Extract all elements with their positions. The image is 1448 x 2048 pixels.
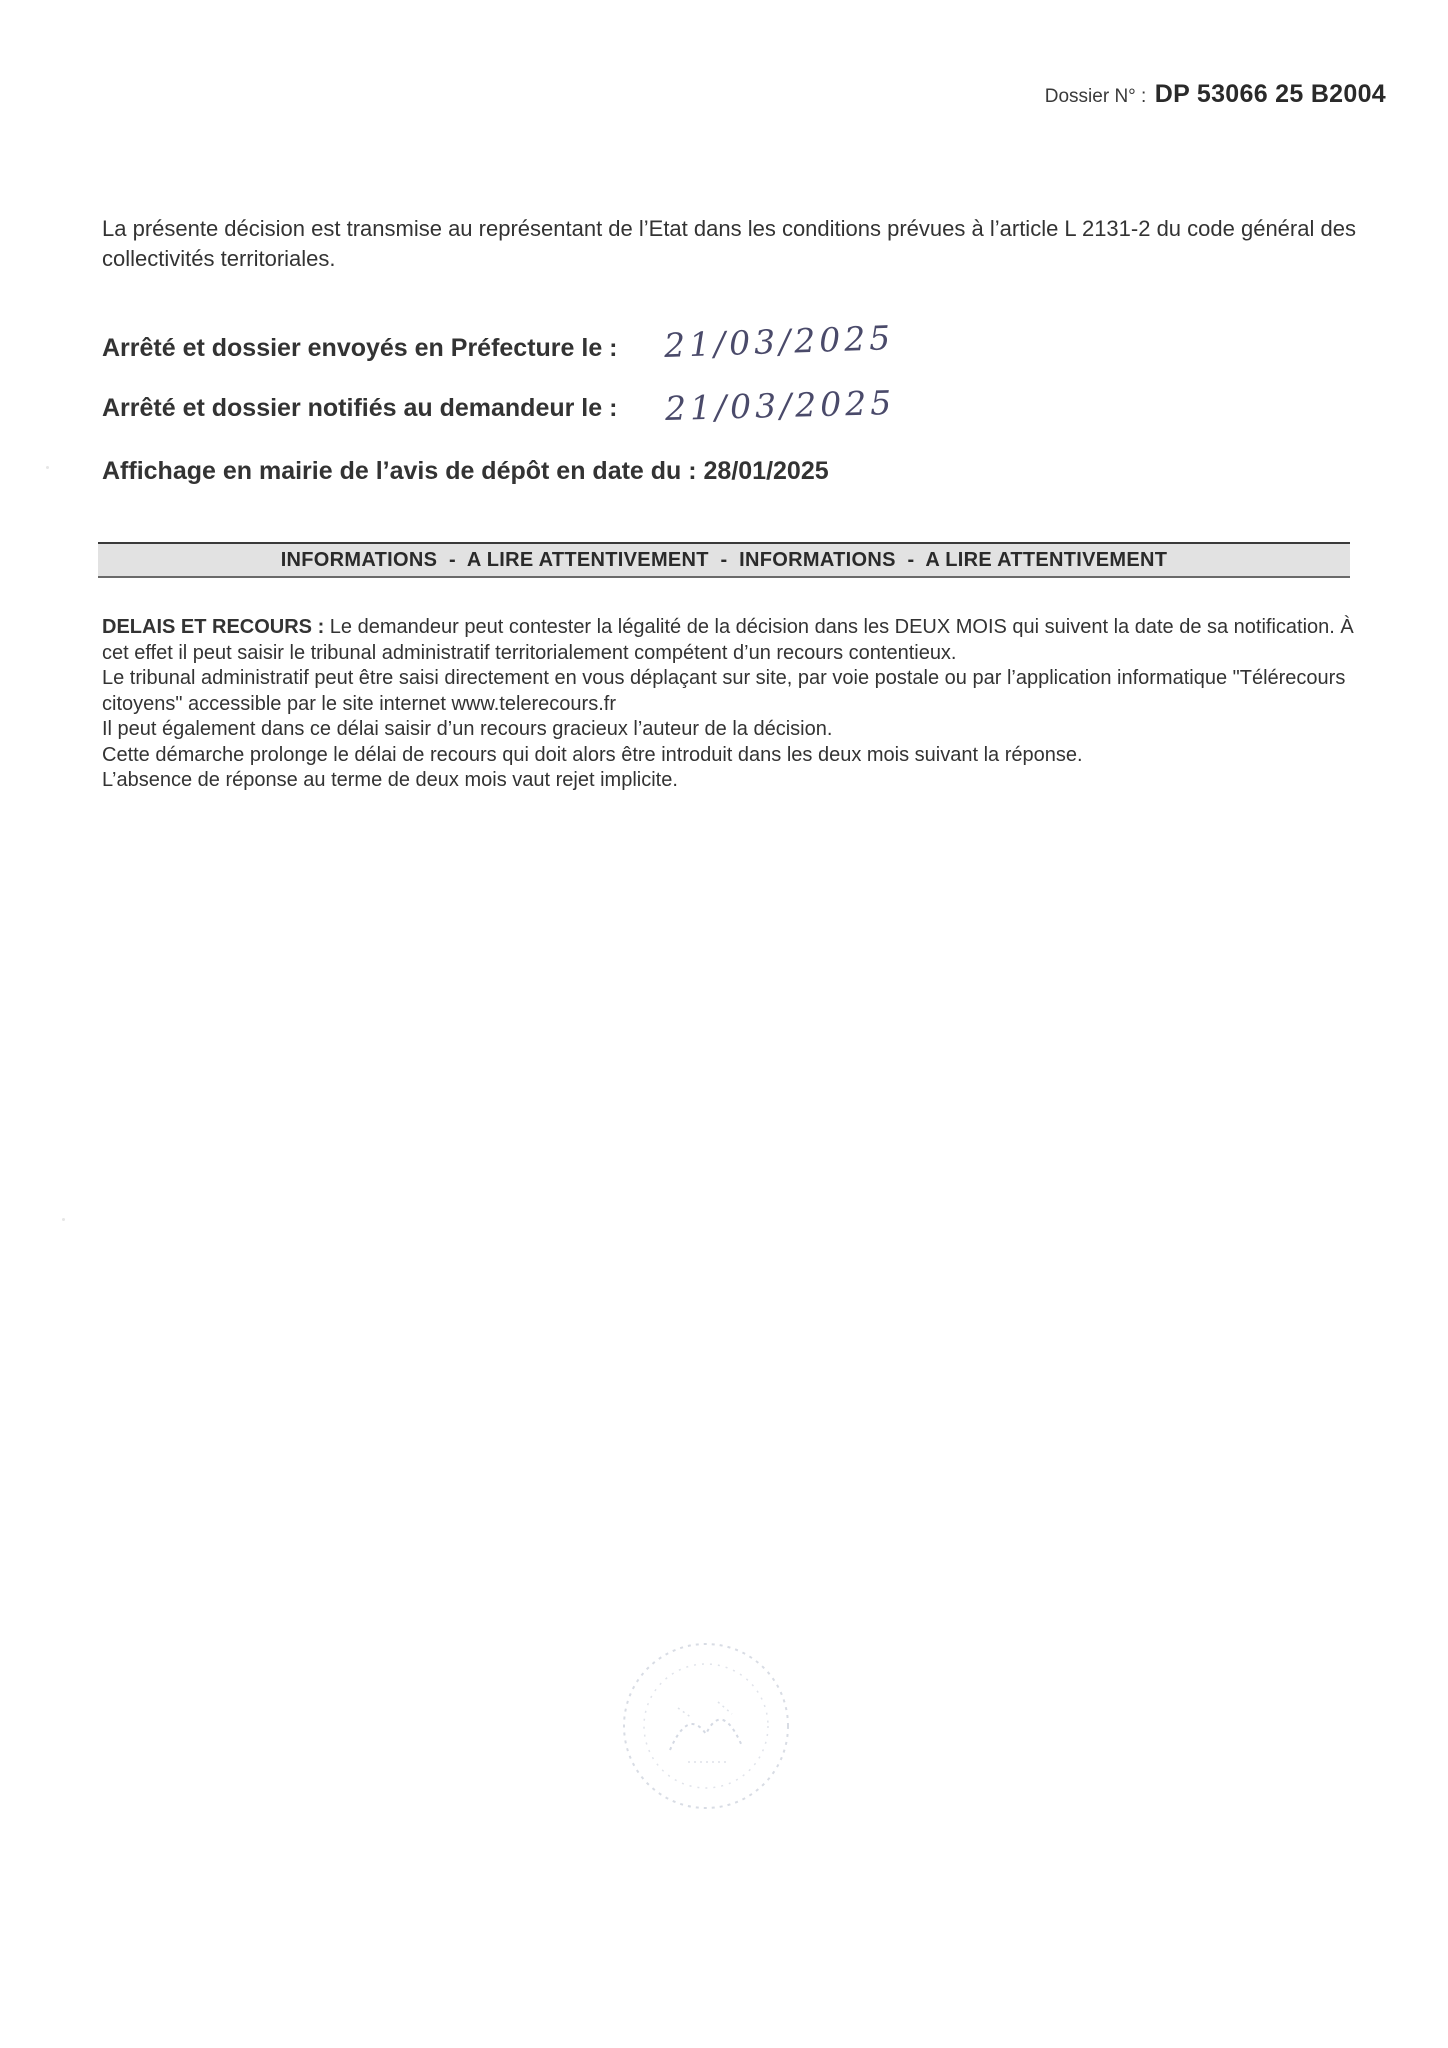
recours-line-5: L’absence de réponse au terme de deux mois vaut rejet implicite. (102, 769, 678, 791)
recours-line-3: Il peut également dans ce délai saisir d’un recours gracieux l’auteur de la décision. (102, 718, 833, 740)
information-banner (98, 542, 1350, 578)
intro-paragraph: La présente décision est transmise au représentant de l’Etat dans les conditions prévues à l’article L 2131-2 du code général des collectivités territoriales. (102, 216, 1356, 271)
demandeur-handwritten-date: 21/03/2025 (664, 382, 896, 429)
delais-recours-section (102, 615, 1362, 794)
recours-line-2: Le tribunal administratif peut être saisi directement en vous déplaçant sur site, par voie postale ou par l’application informatique "Télérecours citoyens" accessible par le site internet www.telerecours.fr (102, 667, 1346, 715)
information-banner-text: INFORMATIONS - A LIRE ATTENTIVEMENT - INFORMATIONS - A LIRE ATTENTIVEMENT (280, 549, 1168, 571)
recours-line-4: Cette démarche prolonge le délai de recours qui doit alors être introduit dans les deux mois suivant la réponse. (102, 743, 1083, 766)
prefecture-handwritten-date: 21/03/2025 (663, 317, 895, 366)
faint-stamp-seal (618, 1638, 794, 1814)
recours-heading: DELAIS ET RECOURS : (102, 616, 325, 638)
dossier-label: Dossier N° : (1044, 86, 1147, 107)
recours-first-text: Le demandeur peut contester la légalité de la décision dans les DEUX MOIS qui suivent la date de sa notification. À cet effet il peut saisir le tribunal administratif territorialement compétent d’un recours contentieux. (102, 616, 1354, 664)
dossier-value: DP 53066 25 B2004 (1154, 80, 1386, 108)
recours-paragraph-1 (102, 615, 1362, 666)
demandeur-line-label: Arrêté et dossier notifiés au demandeur le : (102, 394, 618, 422)
scan-speck (62, 1218, 65, 1221)
scan-speck (46, 466, 49, 469)
prefecture-line-label: Arrêté et dossier envoyés en Préfecture le : (102, 334, 618, 362)
affichage-line: Affichage en mairie de l’avis de dépôt en date du : 28/01/2025 (102, 457, 829, 485)
dossier-number (1045, 80, 1386, 109)
